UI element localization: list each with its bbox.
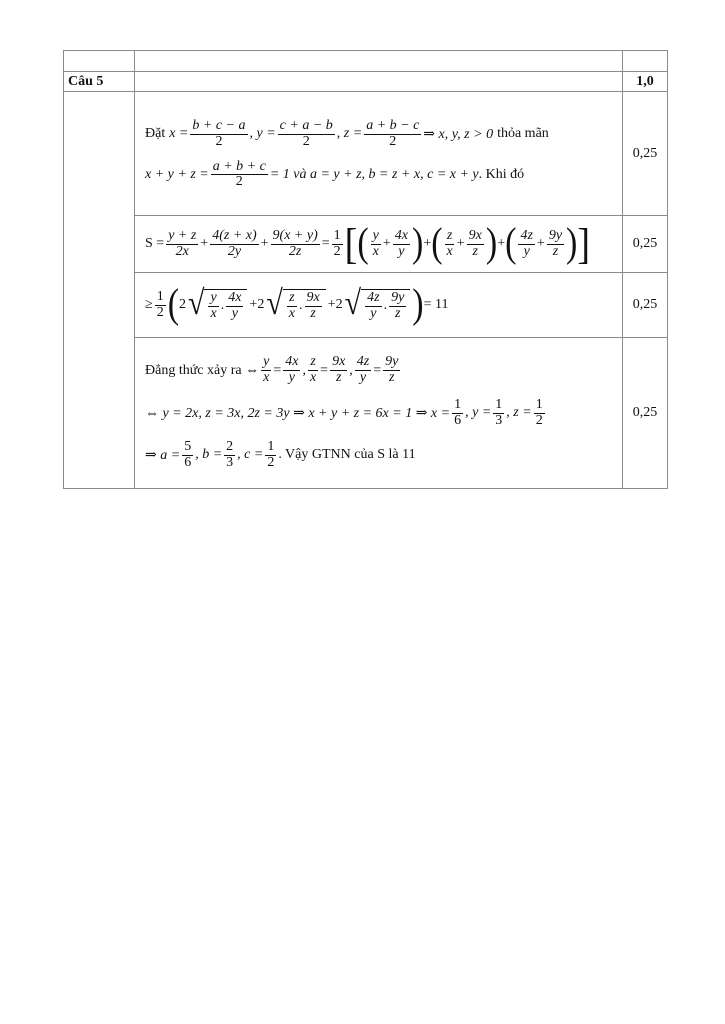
step1-cell [135,92,623,216]
step4-cell [135,338,623,489]
group-fraction: $\frac{4x}{y}$ [394,227,408,259]
equality-condition-line: Đẳng thức xảy ra ⇔ $\frac{y}{x}$ = $\frac{4x}{y}$ , $\frac{z}{x}$ = $\frac{9x}{z}$ , $\frac{4z}{y}$ = $\frac{9y}{z}$ [145,354,399,386]
sqrt-term: √ $\frac{4z}{y}$ . $\frac{9y}{z}$ [345,289,411,321]
z-fraction: $\frac{a + b - c}{2}$ [366,118,420,149]
x-def-label: x = [169,126,189,142]
z-def-label: , z = [336,126,363,142]
sqrt-term: √ $\frac{z}{x}$ . $\frac{9x}{z}$ [266,289,325,321]
positivity-text: ⇒ x, y, z > 0 [423,126,494,142]
conclusion-text: . Vậy GTNN của S là 11 [278,447,416,463]
group-fraction: $\frac{y}{x}$ [372,227,379,259]
step2-score: 0,25 [623,216,668,273]
coef-two: 2 [257,297,265,312]
coef-two: 2 [179,297,187,312]
blank-cell [64,51,135,72]
step2-cell [135,216,623,273]
group-fraction: $\frac{9y}{z}$ [548,227,563,259]
step4-score: 0,25 [623,338,668,489]
question-label: Câu 5 [64,72,135,92]
blank-cell [623,51,668,72]
coef-two: 2 [335,297,343,312]
step1-score: 0,25 [623,92,668,216]
dat-text: Đặt [145,126,166,142]
term-fraction: $\frac{9(x + y)}{2z}$ [272,227,318,259]
sum-rhs: = 1 và a = y + z, b = z + x, c = x + y [269,166,479,182]
inequality-result: = 11 [423,297,449,312]
term-fraction: $\frac{4(z + x)}{2y}$ [212,227,257,259]
ge-symbol: ≥ [145,297,153,312]
sum-fraction: $\frac{a + b + c}{2}$ [212,158,266,190]
solve-text: ⇔ y = 2x, z = 3x, 2z = 3y ⇒ x + y + z = 6x = 1 ⇒ x = [145,405,451,421]
blank-cell [135,51,623,72]
step3-score: 0,25 [623,273,668,338]
s-lhs: S = [145,236,165,251]
half-fraction: $\frac{1}{2}$ [156,288,164,320]
half-fraction: $\frac{1}{2}$ [333,227,341,259]
x-fraction: $\frac{b + c - a}{2}$ [192,118,246,149]
answer-table [63,50,668,489]
step3-cell [135,273,623,338]
y-fraction: $\frac{c + a - b}{2}$ [279,118,333,149]
substitution-line [145,119,622,149]
sqrt-term: √ $\frac{y}{x}$ . $\frac{4x}{y}$ [188,289,247,321]
sum-lhs: x + y + z = [145,166,209,182]
am-gm-inequality: ≥ $\frac{1}{2}$ ( 2 √ $\frac{y}{x}$ . $\frac{4x}{y}$ + 2 √ $\frac{z}{x}$ . $\frac{9x}{z}$ + 2 √ $\frac{4z}{y}$ . $\frac{9y}{z}$ ) = 11 [145,282,449,327]
solve-line: ⇔ y = 2x, z = 3x, 2z = 3y ⇒ x + y + z = 6x = 1 ⇒ x = $\frac{1}{6}$ , y = $\frac{1}{3}$ , z = $\frac{1}{2}$ [145,396,543,428]
group-fraction: $\frac{z}{x}$ [446,227,453,259]
khi-do-text: . Khi đó [478,166,525,182]
header-spacer [135,72,623,92]
y-def-label: , y = [249,126,276,142]
group-fraction: $\frac{4z}{y}$ [520,227,533,259]
question-label-span [64,92,135,489]
total-points: 1,0 [623,72,668,92]
s-expression: S = $\frac{y + z}{2x}$ + $\frac{4(z + x)}{2y}$ + $\frac{9(x + y)}{2z}$ = $\frac{1}{2}$ [ ( $\frac{y}{x}$ + $\frac{4x}{y}$ ) + ( $\frac{z}{x}$ + $\frac{9x}{z}$ ) + ( $\frac{4z}{y}$ + $\frac{9y}{z}$ ) ] [145,219,591,269]
group-fraction: $\frac{9x}{z}$ [468,227,482,259]
thoa-man-text: thỏa mãn [497,126,549,142]
term-fraction: $\frac{y + z}{2x}$ [168,227,197,259]
result-line: ⇒ a = $\frac{5}{6}$ , b = $\frac{2}{3}$ , c = $\frac{1}{2}$ . Vậy GTNN của S là 11 [145,439,416,470]
dang-thuc-text: Đẳng thức xảy ra ⇔ [145,362,260,378]
sum-line [145,160,622,190]
